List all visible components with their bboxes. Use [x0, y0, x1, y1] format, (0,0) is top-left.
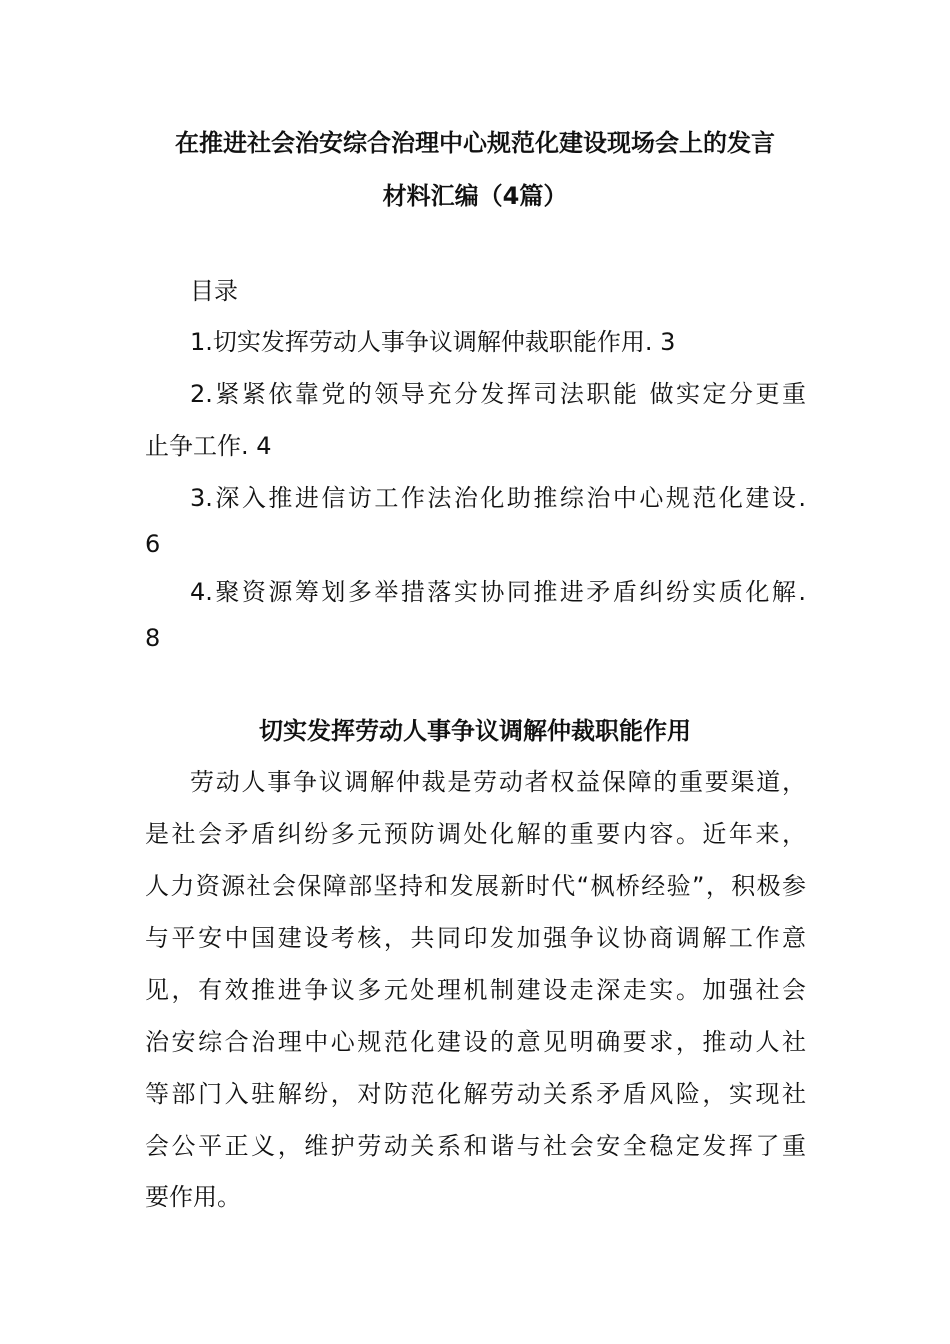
toc-entry-4-line-2: 8 — [145, 624, 161, 652]
paragraph-line-8: 会公平正义，维护劳动关系和谐与社会安全稳定发挥了重 — [145, 1132, 806, 1160]
paragraph-line-1: 劳动人事争议调解仲裁是劳动者权益保障的重要渠道， — [190, 768, 806, 796]
toc-entry-1: 1.切实发挥劳动人事争议调解仲裁职能作用. 3 — [190, 328, 676, 356]
paragraph-line-5: 见，有效推进争议多元处理机制建设走深走实。加强社会 — [145, 976, 806, 1004]
paragraph-line-9: 要作用。 — [145, 1183, 241, 1211]
toc-entry-3-line-1: 3.深入推进信访工作法治化助推综治中心规范化建设. — [190, 484, 806, 512]
toc-heading: 目录 — [190, 277, 238, 305]
document-title-line-1: 在推进社会治安综合治理中心规范化建设现场会上的发言 — [175, 129, 775, 157]
document-title-line-2: 材料汇编（4篇） — [382, 182, 568, 210]
toc-entry-3-line-2: 6 — [145, 530, 161, 558]
paragraph-line-2: 是社会矛盾纠纷多元预防调处化解的重要内容。近年来， — [145, 820, 806, 848]
paragraph-line-6: 治安综合治理中心规范化建设的意见明确要求，推动人社 — [145, 1028, 806, 1056]
paragraph-line-4: 与平安中国建设考核，共同印发加强争议协商调解工作意 — [145, 924, 806, 952]
paragraph-line-7: 等部门入驻解纷，对防范化解劳动关系矛盾风险，实现社 — [145, 1080, 806, 1108]
section-title: 切实发挥劳动人事争议调解仲裁职能作用 — [259, 717, 691, 745]
toc-entry-4-line-1: 4.聚资源筹划多举措落实协同推进矛盾纠纷实质化解. — [190, 578, 806, 606]
paragraph-line-3: 人力资源社会保障部坚持和发展新时代“枫桥经验”，积极参 — [145, 872, 806, 900]
toc-entry-2-line-1: 2.紧紧依靠党的领导充分发挥司法职能 做实定分更重 — [190, 380, 806, 408]
toc-entry-2-line-2: 止争工作. 4 — [145, 432, 272, 460]
